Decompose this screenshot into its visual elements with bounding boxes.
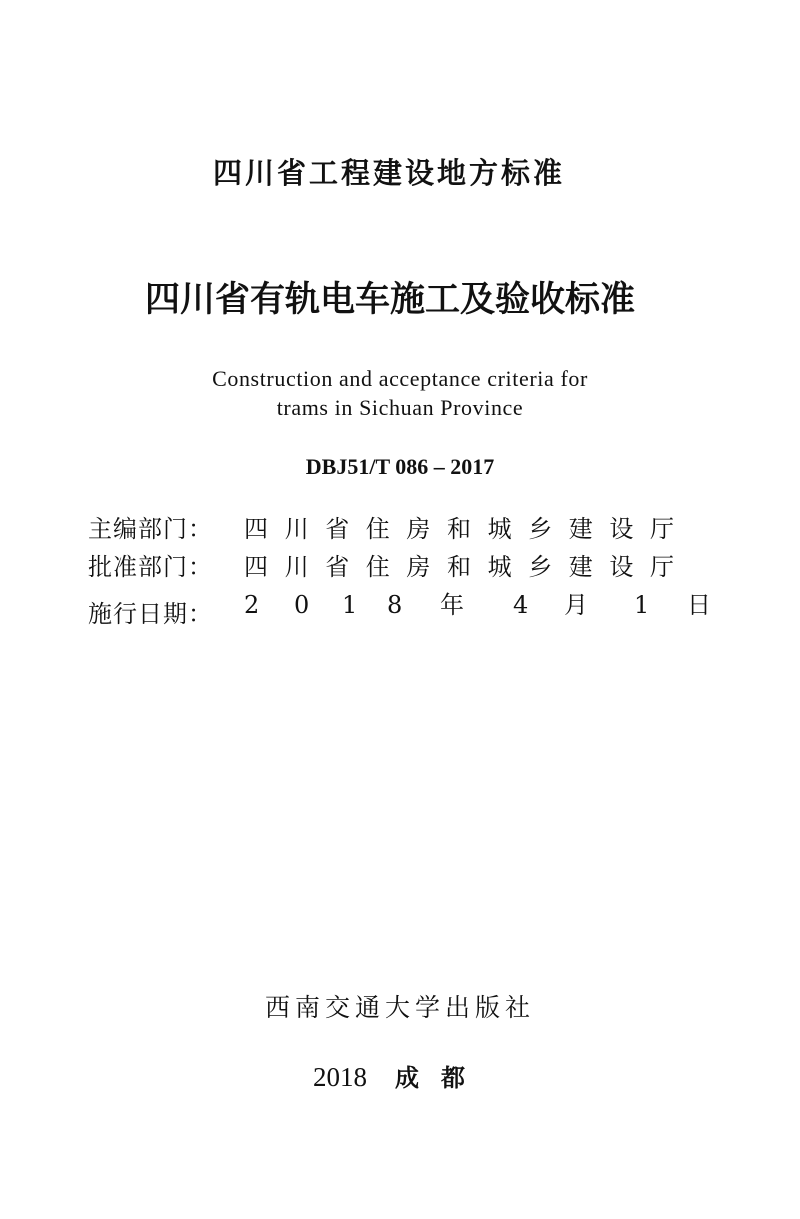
date-month: 4	[513, 591, 529, 619]
date-year-digit-4: 8	[387, 591, 403, 619]
effective-date-value	[244, 588, 714, 622]
date-year-digit-2: 0	[294, 591, 310, 619]
date-year-digit-3: 1	[342, 591, 358, 619]
standard-code: DBJ51/T 086 – 2017	[305, 454, 495, 479]
editor-row	[88, 512, 691, 546]
series-title: 四川省工程建设地方标准	[212, 156, 565, 190]
main-title: 四川省有轨电车施工及验收标准	[144, 280, 635, 320]
date-day: 1	[634, 591, 650, 619]
english-title-line-1: Construction and acceptance criteria for	[212, 366, 588, 391]
imprint	[0, 1058, 800, 1100]
approver-value: 四川省住房和城乡建设厅	[244, 553, 691, 581]
imprint-city: 成都	[395, 1064, 487, 1092]
approver-label: 批准部门：	[88, 553, 213, 581]
publisher: 西南交通大学出版社	[264, 993, 535, 1022]
english-title	[0, 364, 800, 422]
effective-date-label: 施行日期：	[88, 600, 213, 628]
editor-value: 四川省住房和城乡建设厅	[244, 515, 691, 543]
english-title-line-2: trams in Sichuan Province	[276, 395, 524, 420]
imprint-year: 2018	[313, 1062, 367, 1092]
date-month-unit: 月	[564, 591, 588, 619]
date-day-unit: 日	[687, 591, 711, 619]
effective-date-row	[88, 588, 714, 631]
approver-row	[88, 550, 691, 584]
date-year-digit-1: 2	[244, 591, 260, 619]
editor-label: 主编部门：	[88, 515, 213, 543]
date-year-unit: 年	[440, 591, 464, 619]
